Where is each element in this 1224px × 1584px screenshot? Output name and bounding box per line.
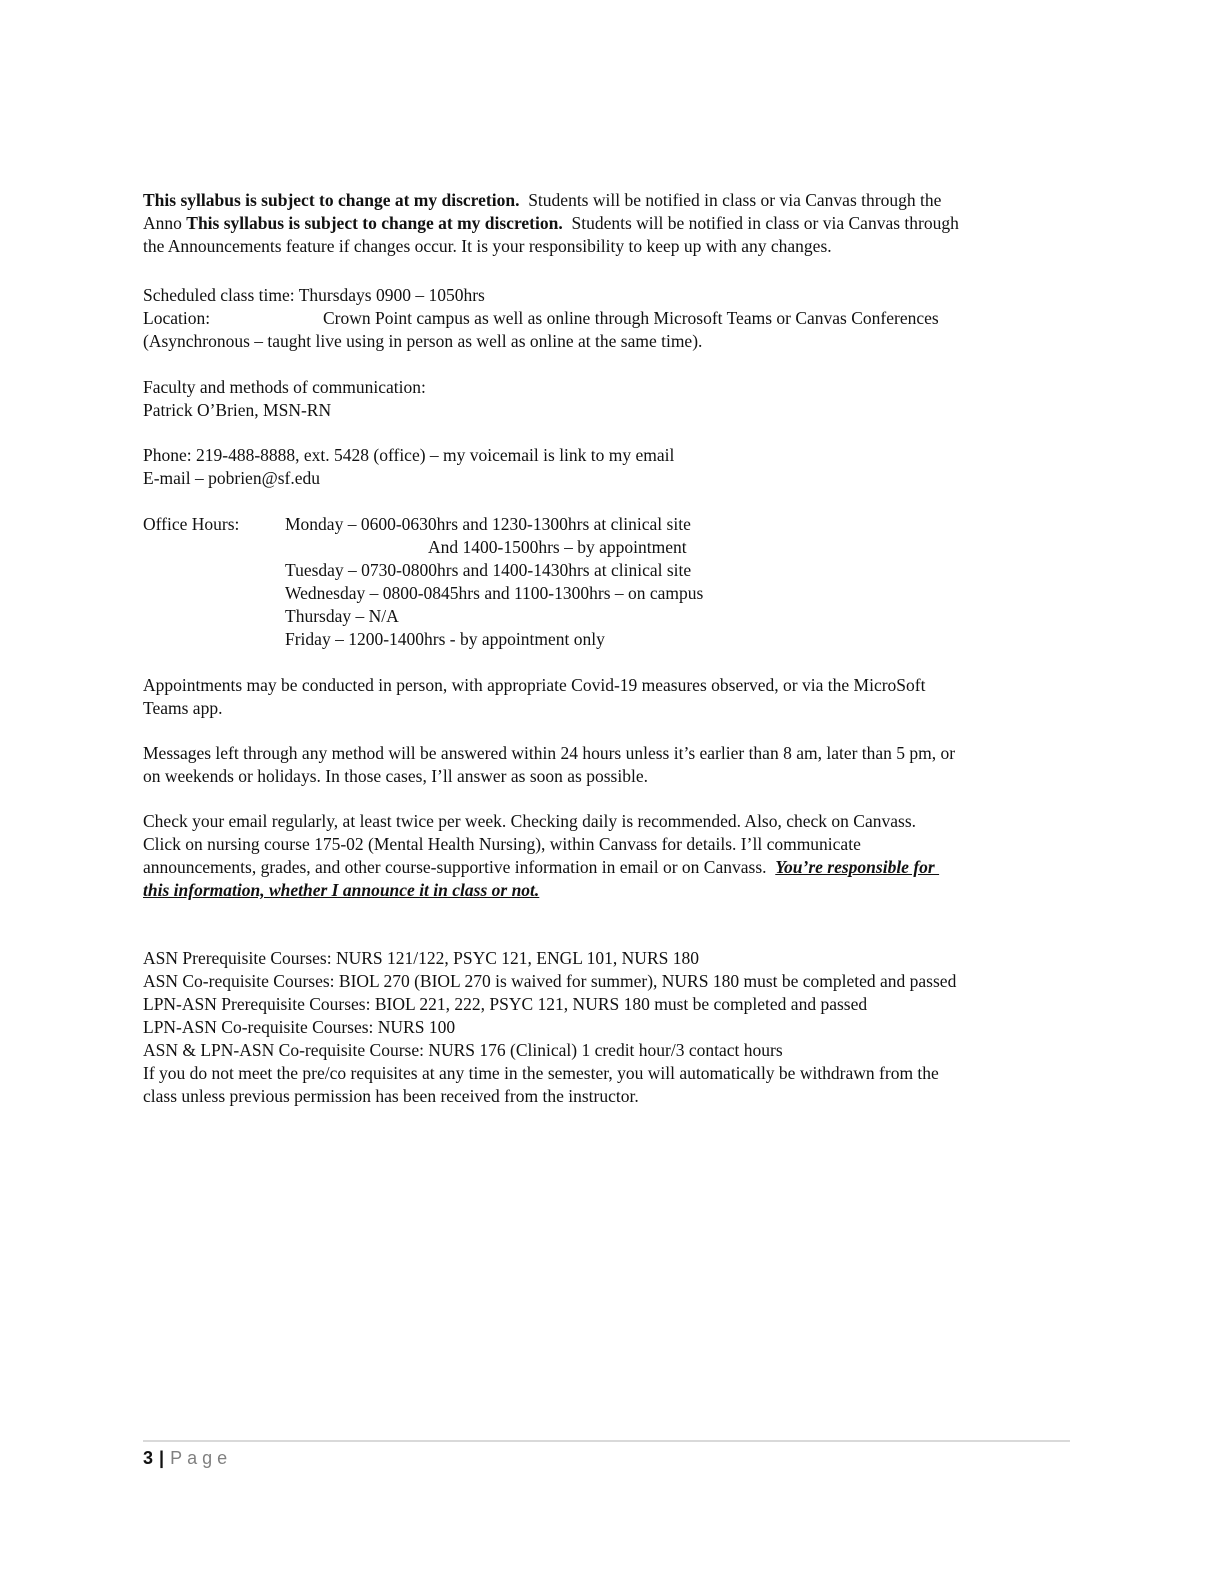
office-hours-monday-cont: And 1400-1500hrs – by appointment [428, 537, 687, 557]
footer-divider [143, 1440, 1070, 1442]
page-number: 3 [143, 1448, 154, 1468]
class-time: Scheduled class time: Thursdays 0900 – 1050hrs [143, 285, 485, 305]
office-hours-tuesday: Tuesday – 0730-0800hrs and 1400-1430hrs at clinical site [285, 560, 692, 580]
lpn-asn-corequisites: LPN-ASN Co-requisite Courses: NURS 100 [143, 1017, 456, 1037]
messages-line-2: on weekends or holidays. In those cases, I’ll answer as soon as possible. [143, 766, 648, 786]
office-hours-label: Office Hours: [143, 514, 240, 534]
contact-section [143, 444, 1083, 490]
check-email-line-1: Check your email regularly, at least twice per week. Checking daily is recommended. Also, check on Canvass. [143, 811, 916, 831]
faculty-phone: Phone: 219-488-8888, ext. 5428 (office) – my voicemail is link to my email [143, 445, 675, 465]
office-hours-wednesday: Wednesday – 0800-0845hrs and 1100-1300hrs – on campus [285, 583, 704, 603]
check-email-text-3: announcements, grades, and other course-supportive information in email or on Canvass. [143, 857, 776, 877]
location-label: Location: [143, 308, 211, 328]
messages-line-1: Messages left through any method will be answered within 24 hours unless it’s earlier than 8 am, later than 5 pm, or [143, 743, 956, 763]
notice-text-2: Students will be notified in class or via Canvas through [562, 213, 959, 233]
appointments-line-1: Appointments may be conducted in person, with appropriate Covid-19 measures observed, or via the MicroSoft [143, 675, 926, 695]
notice-prefix-2: Anno [143, 213, 187, 233]
syllabus-notice [143, 189, 1083, 258]
notice-line-3: the Announcements feature if changes occur. It is your responsibility to keep up with any changes. [143, 236, 832, 256]
check-email-paragraph [143, 810, 1083, 902]
check-email-line-3 [143, 856, 1083, 879]
location-note-block [143, 330, 1083, 353]
footer-separator: | [159, 1448, 165, 1468]
office-hours-monday: Monday – 0600-0630hrs and 1230-1300hrs at clinical site [285, 514, 691, 534]
location-note: (Asynchronous – taught live using in person as well as online at the same time). [143, 331, 703, 351]
faculty-name: Patrick O’Brien, MSN-RN [143, 400, 332, 420]
responsibility-emphasis-2: this information, whether I announce it in class or not. [143, 880, 540, 900]
messages-paragraph [143, 742, 1083, 788]
check-email-line-2: Click on nursing course 175-02 (Mental Health Nursing), within Canvass for details. I’ll communicate [143, 834, 861, 854]
appointments-line-2: Teams app. [143, 698, 223, 718]
notice-bold-2: This syllabus is subject to change at my discretion. [186, 213, 563, 233]
schedule-section [143, 284, 1083, 307]
check-email-line-4 [143, 879, 1083, 902]
notice-bold-1: This syllabus is subject to change at my discretion. [143, 190, 520, 210]
responsibility-emphasis-1: You’re responsible for [775, 857, 940, 877]
faculty-heading: Faculty and methods of communication: [143, 377, 426, 397]
notice-line-1 [143, 189, 1083, 212]
asn-corequisites: ASN Co-requisite Courses: BIOL 270 (BIOL 270 is waived for summer), NURS 180 must be completed and passed [143, 971, 957, 991]
notice-line-2 [143, 212, 1083, 235]
asn-lpn-asn-corequisite: ASN & LPN-ASN Co-requisite Course: NURS 176 (Clinical) 1 credit hour/3 contact hours [143, 1040, 783, 1060]
faculty-email: E-mail – pobrien@sf.edu [143, 468, 320, 488]
faculty-section [143, 376, 1083, 422]
office-hours-thursday: Thursday – N/A [285, 606, 399, 626]
prerequisites-section [143, 947, 1083, 1108]
page-label: Page [170, 1448, 233, 1468]
location-value: Crown Point campus as well as online through Microsoft Teams or Canvas Conferences [323, 308, 939, 328]
asn-prerequisites: ASN Prerequisite Courses: NURS 121/122, PSYC 121, ENGL 101, NURS 180 [143, 948, 699, 968]
notice-text-1: Students will be notified in class or via Canvas through the [519, 190, 942, 210]
lpn-asn-prerequisites: LPN-ASN Prerequisite Courses: BIOL 221, 222, PSYC 121, NURS 180 must be completed and passed [143, 994, 868, 1014]
page-footer [143, 1446, 232, 1470]
withdrawal-warning-2: class unless previous permission has been received from the instructor. [143, 1086, 639, 1106]
withdrawal-warning-1: If you do not meet the pre/co requisites at any time in the semester, you will automatically be withdrawn from the [143, 1063, 939, 1083]
appointments-paragraph [143, 674, 1083, 720]
office-hours-friday: Friday – 1200-1400hrs - by appointment only [285, 629, 605, 649]
